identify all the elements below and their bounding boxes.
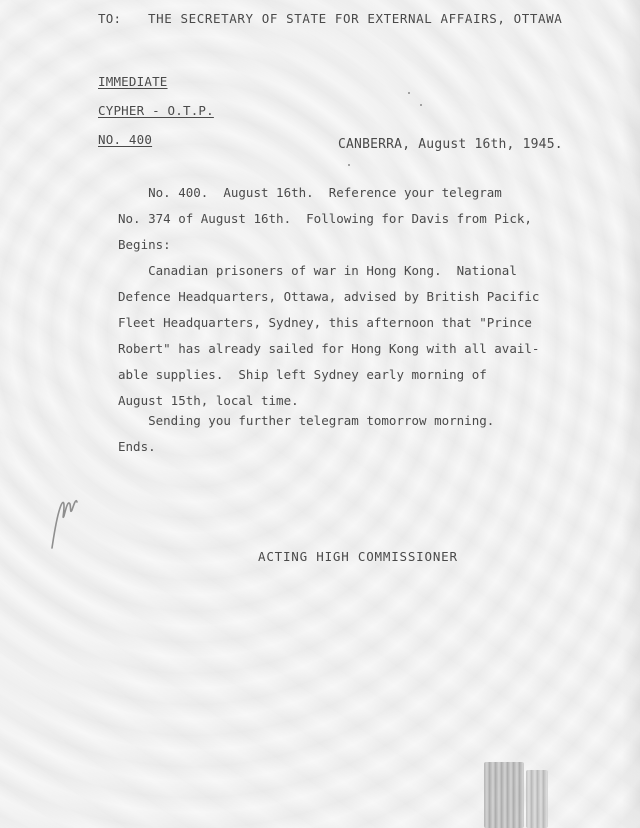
dateline: CANBERRA, August 16th, 1945. (338, 137, 563, 152)
ends-line: Ends. (118, 439, 156, 454)
to-label: TO: (98, 11, 122, 26)
page-edge-shadow (622, 0, 640, 828)
paragraph-ends (118, 434, 558, 460)
ink-speck (348, 164, 350, 166)
text-line: Robert" has already sailed for Hong Kong with all avail- (118, 341, 540, 356)
paragraph-followup (118, 408, 558, 434)
text-line: No. 374 of August 16th. Following for Davis from Pick, (118, 211, 532, 226)
ink-speck (408, 92, 410, 94)
priority-heading: IMMEDIATE (98, 74, 168, 89)
paragraph-reference (118, 180, 558, 258)
recipient: THE SECRETARY OF STATE FOR EXTERNAL AFFAIRS, OTTAWA (148, 11, 563, 26)
text-line: August 15th, local time. (118, 393, 299, 408)
ink-speck (420, 104, 422, 106)
received-stamp-secondary (526, 770, 548, 828)
handwritten-initials-icon (42, 490, 82, 550)
cypher-heading: CYPHER - O.T.P. (98, 103, 214, 118)
text-line: Defence Headquarters, Ottawa, advised by British Pacific (118, 289, 540, 304)
text-line: able supplies. Ship left Sydney early morning of (118, 367, 487, 382)
text-line: Sending you further telegram tomorrow morning. (118, 413, 495, 428)
text-line: Fleet Headquarters, Sydney, this afternoon that "Prince (118, 315, 532, 330)
received-stamp (484, 762, 524, 828)
telegram-number-heading: NO. 400 (98, 132, 153, 147)
paragraph-prisoners (118, 258, 558, 414)
signature-block: ACTING HIGH COMMISSIONER (258, 549, 458, 564)
text-line: Begins: (118, 237, 171, 252)
text-line: Canadian prisoners of war in Hong Kong. National (118, 263, 517, 278)
text-line: No. 400. August 16th. Reference your telegram (118, 185, 502, 200)
